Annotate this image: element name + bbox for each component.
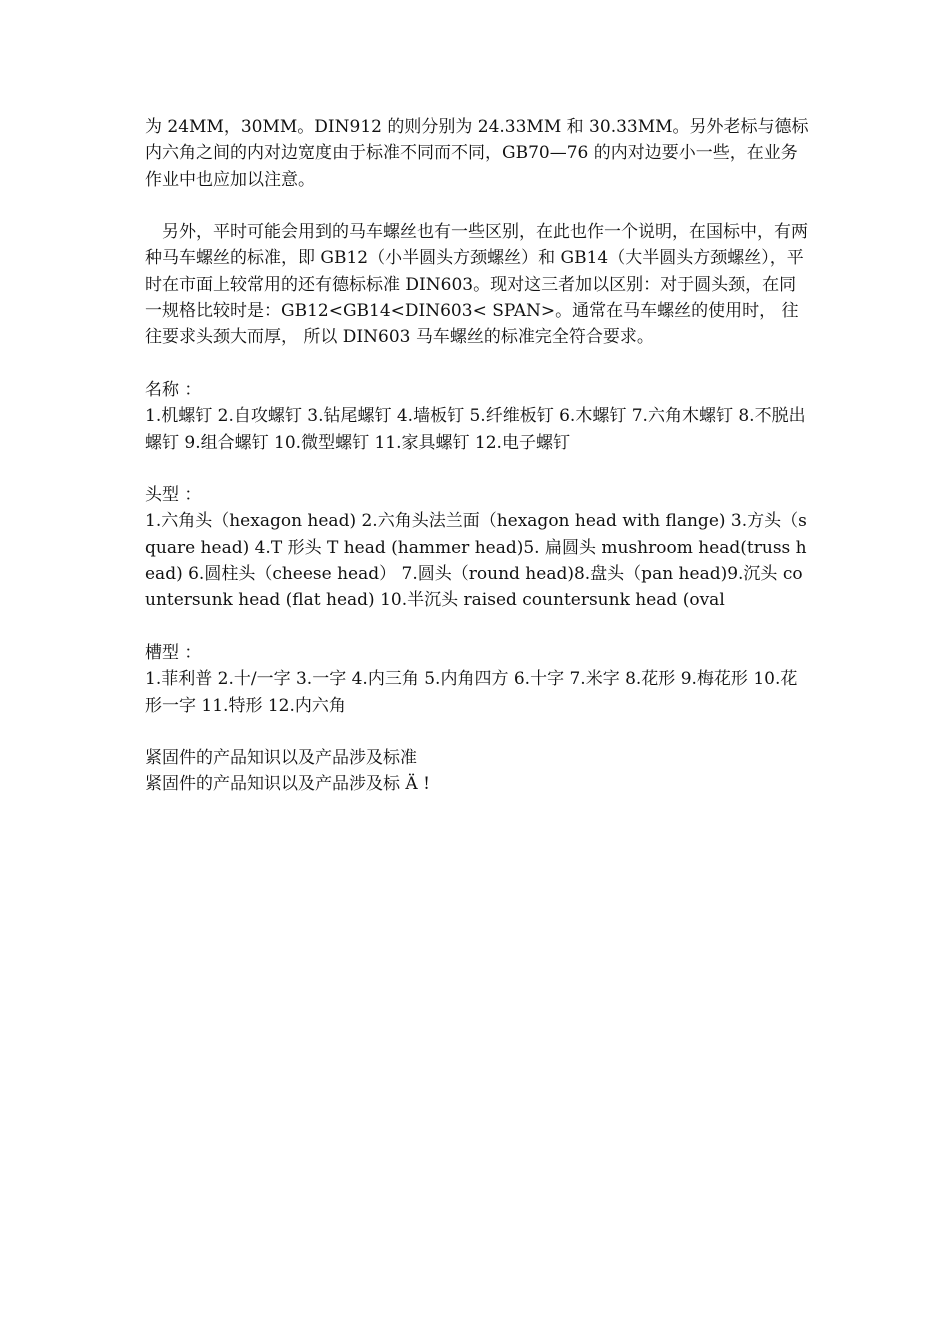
- document-body: [145, 114, 810, 798]
- footer-title-line-garbled: 紧固件的产品知识以及产品涉及标 Ä !: [145, 774, 430, 795]
- paragraph-carriage-bolts: 另外，平时可能会用到的马车螺丝也有一些区别，在此也作一个说明，在国标中，有两种马车螺丝的标准，即 GB12（小半圆头方颈螺丝）和 GB14（大半圆头方颈螺丝），平时在市面上较常用的还有德标标准 DIN603。现对这三者加以区别：对于圆头颈，在同一规格比较时是：GB12<GB14<DIN603< SPAN>。通常在马车螺丝的使用时， 往往要求头颈大而厚， 所以 DIN603 马车螺丝的标准完全符合要求。: [145, 222, 808, 348]
- footer-title-line: 紧固件的产品知识以及产品涉及标准: [145, 748, 417, 769]
- section-heading-slot-types: 槽型 ：: [145, 642, 202, 663]
- paragraph-hex-socket-dimensions: 为 24MM，30MM。DIN912 的则分别为 24.33MM 和 30.33MM。另外老标与德标内六角之间的内对边宽度由于标准不同而不同，GB70—76 的内对边要小一些，在业务作业中也应加以注意。: [145, 117, 809, 190]
- section-body-names: 1.机螺钉 2.自攻螺钉 3.钻尾螺钉 4.墙板钉 5.纤维板钉 6.木螺钉 7.六角木螺钉 8.不脱出螺钉 9.组合螺钉 10.微型螺钉 11.家具螺钉 12.电子螺钉: [145, 406, 806, 453]
- section-heading-names: 名称 ：: [145, 379, 202, 400]
- section-body-head-types: 1.六角头（hexagon head) 2.六角头法兰面（hexagon head with flange) 3.方头（square head) 4.T 形头 T head (hammer head)5. 扁圆头 mushroom head(truss head) 6.圆柱头（cheese head） 7.圆头（round head)8.盘头（pan head)9.沉头 countersunk head (flat head) 10.半沉头 raised countersunk head (oval: [145, 511, 807, 611]
- section-heading-head-types: 头型 ：: [145, 485, 202, 506]
- section-head-types: [145, 482, 810, 613]
- section-body-slot-types: 1.菲利普 2.十/一字 3.一字 4.内三角 5.内角四方 6.十字 7.米字 8.花形 9.梅花形 10.花形一字 11.特形 12.内六角: [145, 669, 798, 716]
- section-names: [145, 377, 810, 456]
- section-slot-types: [145, 640, 810, 719]
